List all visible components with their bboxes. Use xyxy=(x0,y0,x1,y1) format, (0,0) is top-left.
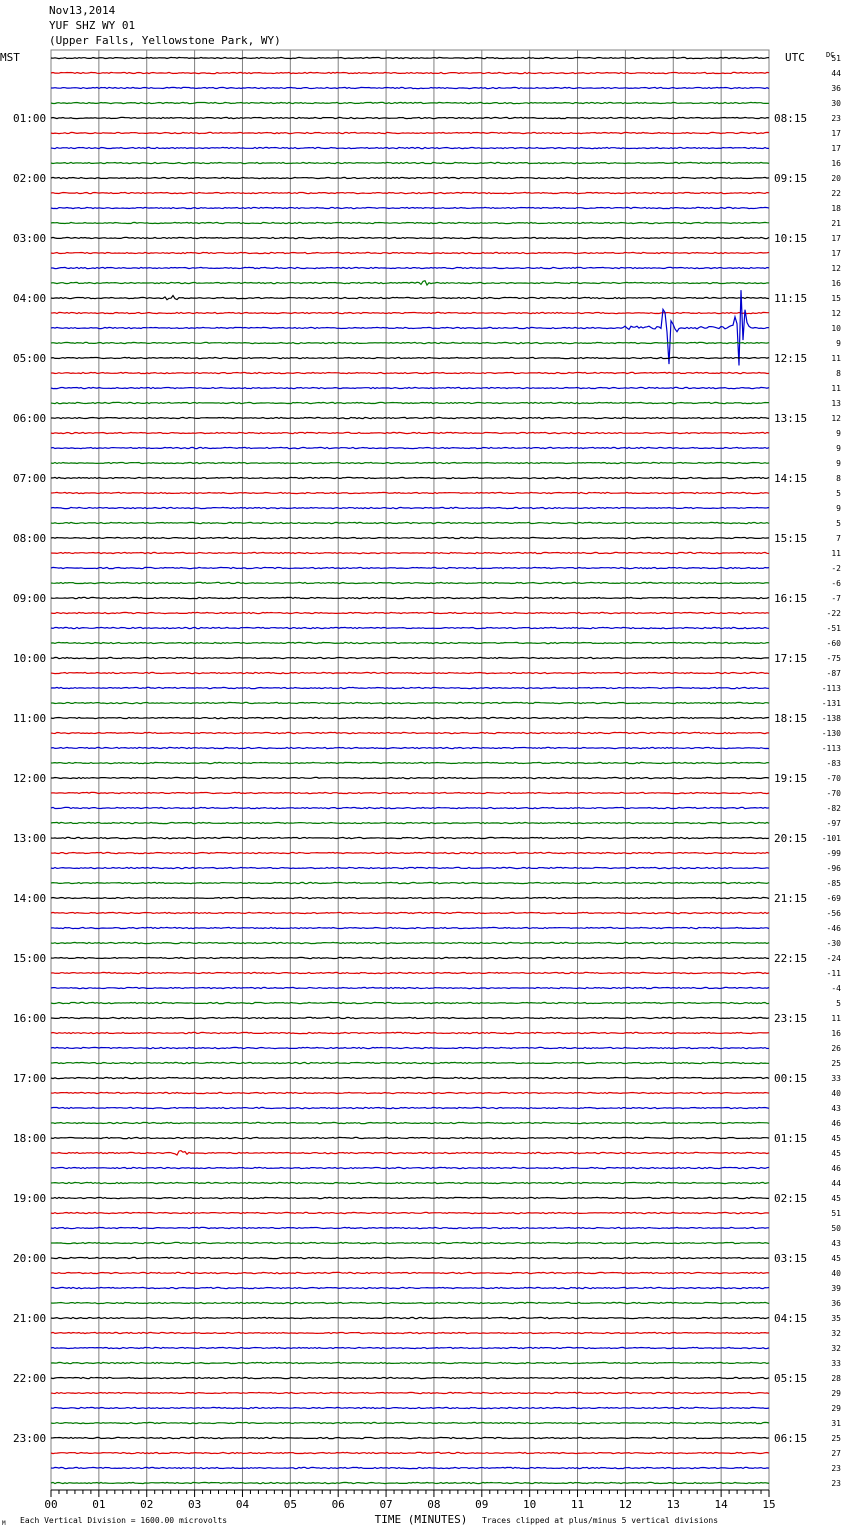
x-tick-label: 09 xyxy=(475,1498,489,1511)
dc-offset-label: -2 xyxy=(831,564,841,573)
x-axis-title: TIME (MINUTES) xyxy=(374,1513,468,1526)
x-tick-label: 11 xyxy=(570,1498,585,1511)
dc-offset-label: -82 xyxy=(826,804,841,813)
seismic-trace xyxy=(51,537,769,538)
seismic-trace xyxy=(51,747,769,748)
dc-offset-label: 12 xyxy=(831,264,841,273)
seismic-trace xyxy=(51,582,769,583)
station-location: (Upper Falls, Yellowstone Park, WY) xyxy=(49,34,281,47)
seismic-trace xyxy=(51,462,769,463)
seismic-trace xyxy=(51,290,769,365)
dc-offset-label: 33 xyxy=(831,1359,841,1368)
seismic-trace xyxy=(51,1272,769,1273)
x-tick-label: 04 xyxy=(235,1498,250,1511)
seismic-trace xyxy=(51,867,769,868)
mst-hour-label: 03:00 xyxy=(13,232,47,245)
mst-hour-label: 11:00 xyxy=(13,712,47,725)
dc-offset-label: 33 xyxy=(831,1074,841,1083)
dc-offset-label: 11 xyxy=(831,549,841,558)
utc-axis-label: UTC xyxy=(785,51,805,64)
mst-hour-label: 19:00 xyxy=(13,1192,47,1205)
seismic-trace xyxy=(51,1257,769,1258)
dc-offset-label: 51 xyxy=(831,1209,841,1218)
dc-offset-label: 16 xyxy=(831,1029,841,1038)
seismic-trace xyxy=(51,507,769,508)
dc-offset-label: -69 xyxy=(826,894,841,903)
seismic-trace xyxy=(51,1437,769,1438)
dc-offset-label: -24 xyxy=(826,954,841,963)
dc-offset-label: 40 xyxy=(831,1269,841,1278)
seismic-trace xyxy=(51,1407,769,1408)
dc-offset-label: 15 xyxy=(831,294,841,303)
x-tick-label: 07 xyxy=(379,1498,393,1511)
seismic-trace xyxy=(51,237,769,238)
mst-hour-label: 22:00 xyxy=(13,1372,47,1385)
dc-offset-label: 31 xyxy=(831,1419,841,1428)
seismic-trace xyxy=(51,87,769,88)
seismic-trace xyxy=(51,102,769,103)
dc-offset-label: 8 xyxy=(836,369,841,378)
dc-offset-label: -85 xyxy=(826,879,841,888)
dc-offset-label: 25 xyxy=(831,1059,841,1068)
utc-hour-label: 21:15 xyxy=(774,892,808,905)
mst-hour-label: 13:00 xyxy=(13,832,47,845)
seismic-trace xyxy=(51,987,769,988)
dc-offset-label: 44 xyxy=(831,1179,841,1188)
seismic-trace xyxy=(51,1107,769,1108)
mst-hour-label: 06:00 xyxy=(13,412,47,425)
mst-hour-label: 21:00 xyxy=(13,1312,47,1325)
seismic-trace xyxy=(51,1467,769,1468)
dc-offset-label: 9 xyxy=(836,444,841,453)
seismic-trace xyxy=(51,1032,769,1033)
seismic-trace xyxy=(51,417,769,418)
utc-hour-label: 00:15 xyxy=(774,1072,808,1085)
dc-offset-label: 45 xyxy=(831,1194,841,1203)
utc-hour-label: 11:15 xyxy=(774,292,808,305)
seismic-trace xyxy=(51,222,769,223)
dc-offset-label: 16 xyxy=(831,279,841,288)
dc-offset-label: -4 xyxy=(831,984,841,993)
seismic-trace xyxy=(51,612,769,613)
dc-offset-label: 21 xyxy=(831,219,841,228)
dc-offset-label: -97 xyxy=(826,819,841,828)
utc-hour-label: 18:15 xyxy=(774,712,808,725)
seismic-trace xyxy=(51,552,769,553)
mst-hour-label: 12:00 xyxy=(13,772,47,785)
mst-hour-label: 07:00 xyxy=(13,472,47,485)
mst-hour-label: 20:00 xyxy=(13,1252,47,1265)
seismic-trace xyxy=(51,402,769,403)
x-tick-label: 08 xyxy=(427,1498,441,1511)
dc-offset-label: -113 xyxy=(821,744,841,753)
mst-hour-label: 14:00 xyxy=(13,892,47,905)
seismic-trace xyxy=(51,296,769,300)
dc-offset-label: 43 xyxy=(831,1239,841,1248)
dc-offset-label: 43 xyxy=(831,1104,841,1113)
seismic-trace xyxy=(51,912,769,913)
seismic-trace xyxy=(51,1182,769,1183)
dc-offset-label: -46 xyxy=(826,924,841,933)
x-tick-label: 14 xyxy=(714,1498,728,1511)
seismic-trace xyxy=(51,672,769,673)
dc-offset-label: 29 xyxy=(831,1404,841,1413)
dc-offset-label: 23 xyxy=(831,1479,841,1488)
dc-offset-label: 5 xyxy=(836,999,841,1008)
seismic-trace xyxy=(51,432,769,433)
mst-hour-label: 09:00 xyxy=(13,592,47,605)
seismic-trace xyxy=(51,1422,769,1423)
mst-hour-label: 01:00 xyxy=(13,112,47,125)
seismic-trace xyxy=(51,687,769,688)
dc-offset-label: 28 xyxy=(831,1374,841,1383)
dc-offset-label: 50 xyxy=(831,1224,841,1233)
seismic-trace xyxy=(51,387,769,388)
utc-hour-label: 14:15 xyxy=(774,472,808,485)
seismic-trace xyxy=(51,1452,769,1453)
utc-hour-label: 23:15 xyxy=(774,1012,808,1025)
dc-offset-label: 16 xyxy=(831,159,841,168)
x-tick-label: 10 xyxy=(523,1498,537,1511)
dc-offset-label: -75 xyxy=(826,654,841,663)
utc-hour-label: 09:15 xyxy=(774,172,808,185)
seismic-trace xyxy=(51,897,769,898)
utc-hour-label: 22:15 xyxy=(774,952,808,965)
utc-hour-label: 17:15 xyxy=(774,652,808,665)
plot-date: Nov13,2014 xyxy=(49,4,116,17)
seismic-trace xyxy=(51,642,769,643)
dc-offset-label: -6 xyxy=(831,579,841,588)
dc-offset-label: -131 xyxy=(821,699,841,708)
dc-offset-label: 46 xyxy=(831,1164,841,1173)
seismic-trace xyxy=(51,1332,769,1333)
seismic-trace xyxy=(51,1347,769,1348)
utc-hour-label: 15:15 xyxy=(774,532,808,545)
station-id: YUF SHZ WY 01 xyxy=(49,19,136,32)
dc-offset-label: 45 xyxy=(831,1254,841,1263)
seismic-trace xyxy=(51,162,769,163)
dc-offset-label: 18 xyxy=(831,204,841,213)
mst-hour-label: 08:00 xyxy=(13,532,47,545)
dc-offset-label: -51 xyxy=(826,624,841,633)
seismic-trace xyxy=(51,762,769,763)
x-tick-label: 05 xyxy=(283,1498,297,1511)
x-tick-label: 06 xyxy=(331,1498,345,1511)
mst-hour-label: 05:00 xyxy=(13,352,47,365)
seismic-trace xyxy=(51,597,769,598)
dc-offset-label: 29 xyxy=(831,1389,841,1398)
mst-hour-label: 10:00 xyxy=(13,652,47,665)
seismic-trace xyxy=(51,207,769,208)
dc-offset-label: 7 xyxy=(836,534,841,543)
seismic-trace xyxy=(51,1392,769,1393)
utc-hour-label: 12:15 xyxy=(774,352,808,365)
seismic-trace xyxy=(51,1092,769,1093)
utc-hour-label: 04:15 xyxy=(774,1312,808,1325)
dc-offset-label: -70 xyxy=(826,774,841,783)
dc-offset-label: 26 xyxy=(831,1044,841,1053)
dc-offset-label: 9 xyxy=(836,429,841,438)
seismic-trace xyxy=(51,1197,769,1198)
corner-mark: M xyxy=(2,1520,6,1527)
dc-offset-label: 9 xyxy=(836,459,841,468)
seismic-trace xyxy=(51,972,769,973)
seismic-trace xyxy=(51,1047,769,1048)
dc-offset-label: -101 xyxy=(821,834,841,843)
seismic-trace xyxy=(51,732,769,733)
mst-axis-label: MST xyxy=(0,51,20,64)
dc-offset-label: 23 xyxy=(831,114,841,123)
dc-offset-label: -11 xyxy=(826,969,841,978)
utc-hour-label: 08:15 xyxy=(774,112,808,125)
dc-offset-label: 20 xyxy=(831,174,841,183)
dc-offset-label: -30 xyxy=(826,939,841,948)
seismic-trace xyxy=(51,492,769,493)
seismic-trace xyxy=(51,1167,769,1168)
x-tick-label: 02 xyxy=(140,1498,154,1511)
utc-hour-label: 10:15 xyxy=(774,232,808,245)
seismic-trace xyxy=(51,852,769,853)
utc-hour-label: 16:15 xyxy=(774,592,808,605)
seismic-trace xyxy=(51,1317,769,1318)
seismic-trace xyxy=(51,1151,769,1155)
seismic-trace xyxy=(51,252,769,253)
seismic-trace xyxy=(51,717,769,718)
dc-offset-label: -87 xyxy=(826,669,841,678)
seismic-trace xyxy=(51,657,769,658)
utc-hour-label: 06:15 xyxy=(774,1432,808,1445)
seismic-trace xyxy=(51,1017,769,1018)
seismic-trace xyxy=(51,342,769,343)
dc-offset-label: 36 xyxy=(831,84,841,93)
dc-offset-label: 45 xyxy=(831,1134,841,1143)
x-tick-label: 15 xyxy=(762,1498,776,1511)
dc-offset-label: 51 xyxy=(831,54,841,63)
seismic-trace xyxy=(51,117,769,118)
utc-hour-label: 13:15 xyxy=(774,412,808,425)
dc-offset-label: 46 xyxy=(831,1119,841,1128)
mst-hour-label: 18:00 xyxy=(13,1132,47,1145)
seismic-trace xyxy=(51,1122,769,1123)
dc-offset-label: 9 xyxy=(836,339,841,348)
seismic-trace xyxy=(51,807,769,808)
seismic-trace xyxy=(51,567,769,568)
dc-offset-label: 40 xyxy=(831,1089,841,1098)
seismic-trace xyxy=(51,1482,769,1483)
dc-offset-label: 27 xyxy=(831,1449,841,1458)
dc-offset-label: 11 xyxy=(831,1014,841,1023)
seismic-trace xyxy=(51,72,769,73)
seismic-trace xyxy=(51,522,769,523)
dc-offset-label: 30 xyxy=(831,99,841,108)
mst-hour-label: 16:00 xyxy=(13,1012,47,1025)
x-tick-label: 01 xyxy=(92,1498,106,1511)
x-tick-label: 00 xyxy=(44,1498,58,1511)
dc-offset-label: 23 xyxy=(831,1464,841,1473)
dc-offset-label: 32 xyxy=(831,1344,841,1353)
dc-offset-label: -83 xyxy=(826,759,841,768)
dc-offset-label: -130 xyxy=(821,729,841,738)
seismic-trace xyxy=(51,1212,769,1213)
dc-offset-label: 39 xyxy=(831,1284,841,1293)
clip-note: Traces clipped at plus/minus 5 vertical divisions xyxy=(482,1516,719,1525)
dc-offset-label: -138 xyxy=(821,714,841,723)
seismic-trace xyxy=(51,777,769,778)
dc-offset-label: 12 xyxy=(831,414,841,423)
mst-hour-label: 15:00 xyxy=(13,952,47,965)
utc-hour-label: 01:15 xyxy=(774,1132,808,1145)
seismic-trace xyxy=(51,372,769,373)
seismic-trace xyxy=(51,1242,769,1243)
dc-offset-label: 9 xyxy=(836,504,841,513)
seismic-trace xyxy=(51,1377,769,1378)
seismic-trace xyxy=(51,1302,769,1303)
mst-hour-label: 02:00 xyxy=(13,172,47,185)
dc-offset-label: 17 xyxy=(831,144,841,153)
dc-offset-label: 8 xyxy=(836,474,841,483)
seismic-trace xyxy=(51,477,769,478)
dc-offset-label: 10 xyxy=(831,324,841,333)
dc-offset-label: 5 xyxy=(836,489,841,498)
dc-offset-label: 32 xyxy=(831,1329,841,1338)
seismic-trace xyxy=(51,927,769,928)
seismic-trace xyxy=(51,312,769,313)
seismic-trace xyxy=(51,1077,769,1078)
utc-hour-label: 05:15 xyxy=(774,1372,808,1385)
dc-offset-label: 17 xyxy=(831,249,841,258)
dc-offset-label: 17 xyxy=(831,129,841,138)
utc-hour-label: 20:15 xyxy=(774,832,808,845)
seismic-trace xyxy=(51,192,769,193)
utc-hour-label: 03:15 xyxy=(774,1252,808,1265)
dc-offset-label: -113 xyxy=(821,684,841,693)
seismic-trace xyxy=(51,882,769,883)
seismic-trace xyxy=(51,792,769,793)
dc-offset-label: -22 xyxy=(826,609,841,618)
dc-offset-label: -60 xyxy=(826,639,841,648)
mst-hour-label: 23:00 xyxy=(13,1432,47,1445)
x-tick-label: 03 xyxy=(187,1498,202,1511)
dc-offset-label: 13 xyxy=(831,399,841,408)
dc-offset-label: 17 xyxy=(831,234,841,243)
seismic-trace xyxy=(51,267,769,268)
seismic-trace xyxy=(51,942,769,943)
dc-offset-label: 44 xyxy=(831,69,841,78)
seismic-trace xyxy=(51,1227,769,1228)
seismic-trace xyxy=(51,837,769,838)
dc-offset-label: 22 xyxy=(831,189,841,198)
dc-offset-label: -96 xyxy=(826,864,841,873)
dc-offset-label: -99 xyxy=(826,849,841,858)
seismic-trace xyxy=(51,147,769,148)
dc-offset-label: 12 xyxy=(831,309,841,318)
seismic-trace xyxy=(51,702,769,703)
seismic-trace xyxy=(51,132,769,133)
dc-offset-label: 36 xyxy=(831,1299,841,1308)
mst-hour-label: 17:00 xyxy=(13,1072,47,1085)
seismic-trace xyxy=(51,357,769,358)
seismic-trace xyxy=(51,1362,769,1363)
dc-offset-label: 5 xyxy=(836,519,841,528)
utc-hour-label: 02:15 xyxy=(774,1192,808,1205)
seismic-trace xyxy=(51,1062,769,1063)
dc-column-label: DC xyxy=(826,51,835,59)
dc-offset-label: 11 xyxy=(831,384,841,393)
x-tick-label: 12 xyxy=(618,1498,633,1511)
seismic-trace xyxy=(51,1137,769,1138)
dc-offset-label: 25 xyxy=(831,1434,841,1443)
dc-offset-label: 45 xyxy=(831,1149,841,1158)
x-tick-label: 13 xyxy=(666,1498,680,1511)
seismic-trace xyxy=(51,57,769,58)
seismic-trace xyxy=(51,627,769,628)
dc-offset-label: 35 xyxy=(831,1314,841,1323)
seismic-trace xyxy=(51,1287,769,1288)
seismic-trace xyxy=(51,822,769,823)
utc-hour-label: 19:15 xyxy=(774,772,808,785)
mst-hour-label: 04:00 xyxy=(13,292,47,305)
dc-offset-label: -70 xyxy=(826,789,841,798)
dc-offset-label: -7 xyxy=(831,594,841,603)
seismic-trace xyxy=(51,177,769,178)
dc-offset-label: -56 xyxy=(826,909,841,918)
seismic-trace xyxy=(51,281,769,285)
seismic-trace xyxy=(51,447,769,448)
scale-note: Each Vertical Division = 1600.00 microvolts xyxy=(20,1516,228,1525)
dc-offset-label: 11 xyxy=(831,354,841,363)
seismic-trace xyxy=(51,957,769,958)
seismic-trace xyxy=(51,1002,769,1003)
